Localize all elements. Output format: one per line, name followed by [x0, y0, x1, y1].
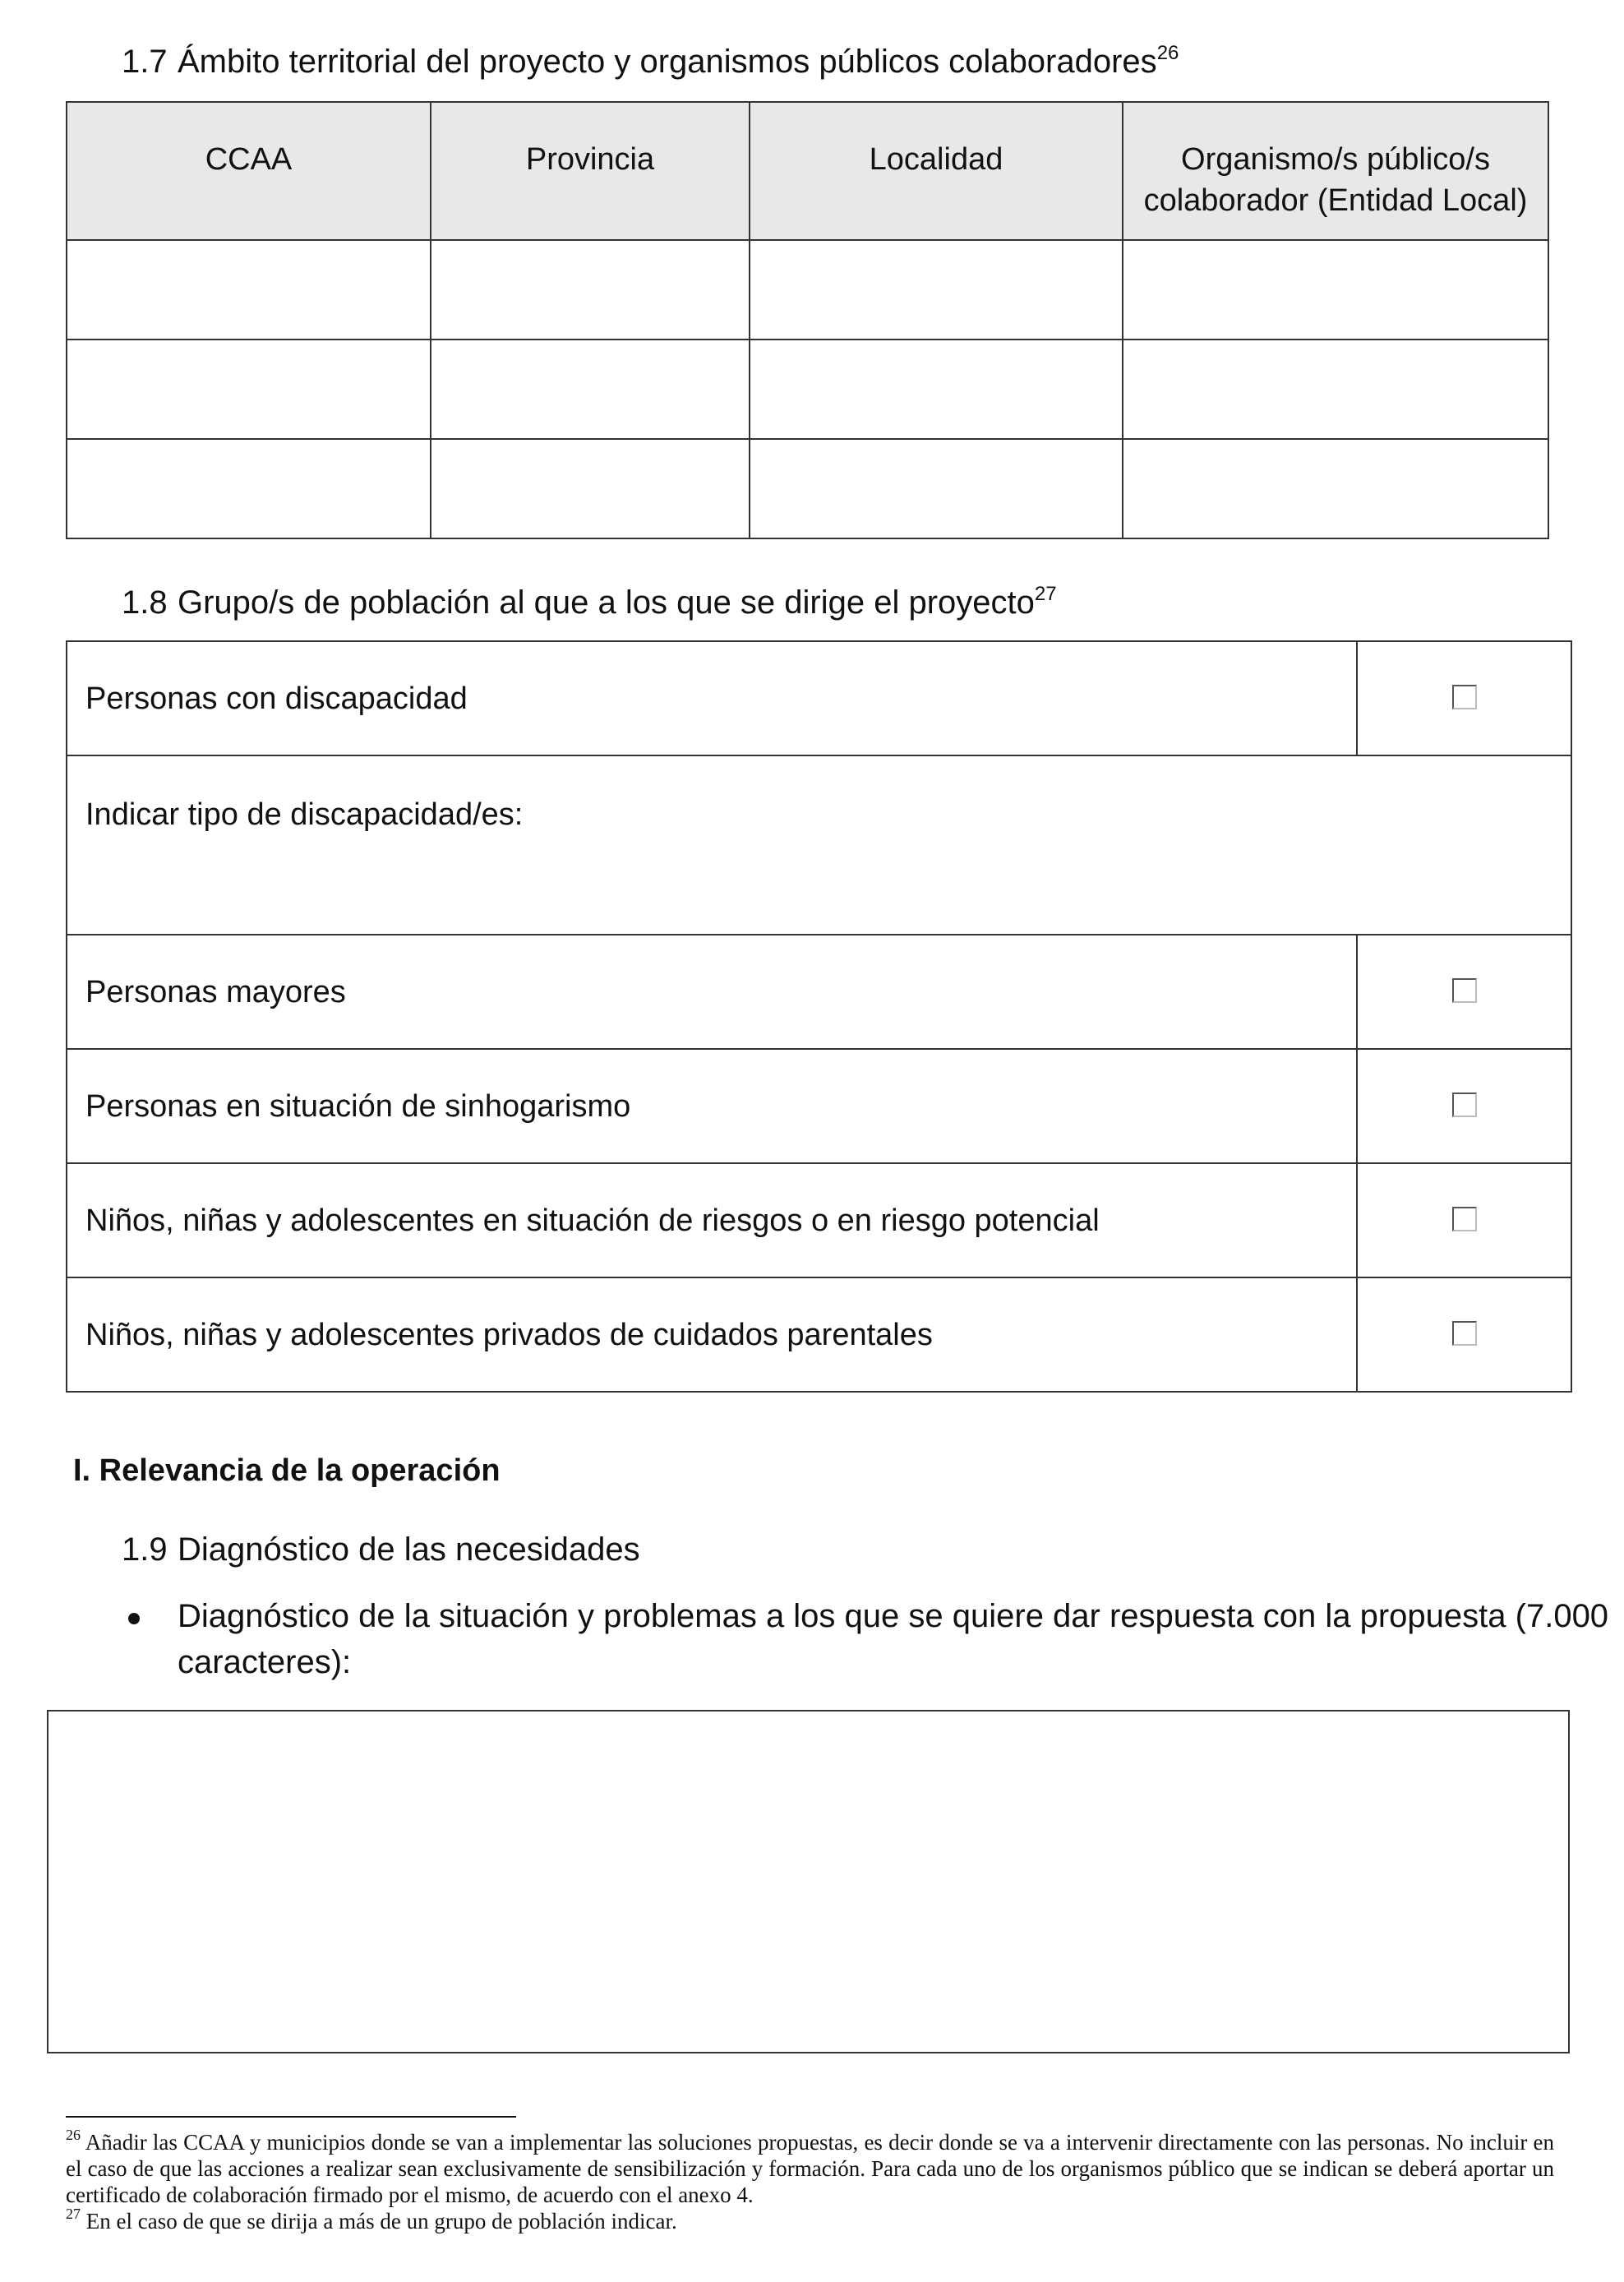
table-cell[interactable]: [750, 439, 1123, 538]
territorial-scope-table: [66, 101, 1549, 539]
footnote-text: En el caso de que se dirija a más de un grupo de población indicar.: [85, 2209, 677, 2233]
section-title: Diagnóstico de las necesidades: [178, 1531, 640, 1568]
footnotes: [66, 2129, 1554, 2234]
option-row: [67, 1277, 1571, 1392]
population-groups-table: [66, 640, 1572, 1393]
table-cell[interactable]: [67, 439, 431, 538]
table-cell[interactable]: [431, 240, 750, 340]
disability-checkbox[interactable]: [1452, 685, 1477, 709]
table-row: [67, 439, 1548, 538]
footnote-text: Añadir las CCAA y municipios donde se van a implementar las soluciones propuestas, es decir donde se va a intervenir directamente con las personas. No incluir en el caso de que las acciones a realizar sean exclusivamente de sensibilización y formación. Para cada uno de los organismos público que se indican se deberá aportar un certificado de colaboración firmado por el mismo, de acuerdo con el anexo 4.: [66, 2130, 1554, 2207]
section-title: Ámbito territorial del proyecto y organismos públicos colaboradores: [178, 44, 1157, 80]
elderly-checkbox[interactable]: [1452, 978, 1477, 1003]
footnote-divider: [66, 2116, 516, 2118]
bullet-icon: [128, 1613, 140, 1624]
option-row: [67, 935, 1571, 1049]
children-at-risk-checkbox[interactable]: [1452, 1207, 1477, 1231]
table-cell[interactable]: [67, 340, 431, 439]
table-cell[interactable]: [67, 240, 431, 340]
table-cell[interactable]: [1123, 439, 1548, 538]
section-number: 1.8: [122, 584, 168, 621]
table-cell[interactable]: [750, 340, 1123, 439]
footnote-ref: 26: [1156, 41, 1179, 64]
option-label: Niños, niñas y adolescentes en situación de riesgos o en riesgo potencial: [67, 1163, 1357, 1277]
section-i-title: I. Relevancia de la operación: [73, 1453, 501, 1488]
column-header-organismo: Organismo/s público/s colaborador (Entidad Local): [1123, 102, 1548, 240]
option-row: [67, 755, 1571, 935]
column-header-ccaa: CCAA: [67, 102, 431, 240]
footnote-number: 26: [66, 2127, 81, 2143]
field-label: Indicar tipo de discapacidad/es:: [85, 797, 524, 832]
section-1-7-heading: [122, 43, 1179, 81]
option-row: [67, 641, 1571, 755]
option-row: [67, 1163, 1571, 1277]
table-row: [67, 240, 1548, 340]
table-cell[interactable]: [431, 439, 750, 538]
table-cell[interactable]: [1123, 240, 1548, 340]
disability-type-field[interactable]: [67, 755, 1571, 935]
table-cell[interactable]: [1123, 340, 1548, 439]
option-row: [67, 1049, 1571, 1163]
section-1-9-heading: [122, 1531, 640, 1568]
footnote-number: 27: [66, 2206, 81, 2222]
table-row: [67, 340, 1548, 439]
section-number: 1.9: [122, 1531, 168, 1568]
table-cell[interactable]: [431, 340, 750, 439]
option-label: Personas mayores: [67, 935, 1357, 1049]
footnote-27: [66, 2208, 1554, 2234]
section-number: 1.7: [122, 44, 168, 80]
column-header-localidad: Localidad: [750, 102, 1123, 240]
table-header-row: [67, 102, 1548, 240]
children-without-care-checkbox[interactable]: [1452, 1321, 1477, 1346]
option-label: Personas con discapacidad: [67, 641, 1357, 755]
diagnosis-answer-box[interactable]: [47, 1710, 1570, 2053]
section-1-8-heading: [122, 584, 1057, 621]
bullet-line: Diagnóstico de la situación y problemas a los que se quiere dar respuesta con la propuesta (7.000: [178, 1598, 1609, 1634]
homelessness-checkbox[interactable]: [1452, 1092, 1477, 1117]
column-header-provincia: Provincia: [431, 102, 750, 240]
bullet-line: caracteres):: [178, 1644, 352, 1680]
option-label: Niños, niñas y adolescentes privados de cuidados parentales: [67, 1277, 1357, 1392]
section-title: Grupo/s de población al que a los que se dirige el proyecto: [178, 584, 1035, 621]
option-label: Personas en situación de sinhogarismo: [67, 1049, 1357, 1163]
footnote-26: [66, 2129, 1554, 2208]
table-cell[interactable]: [750, 240, 1123, 340]
footnote-ref: 27: [1034, 582, 1057, 605]
